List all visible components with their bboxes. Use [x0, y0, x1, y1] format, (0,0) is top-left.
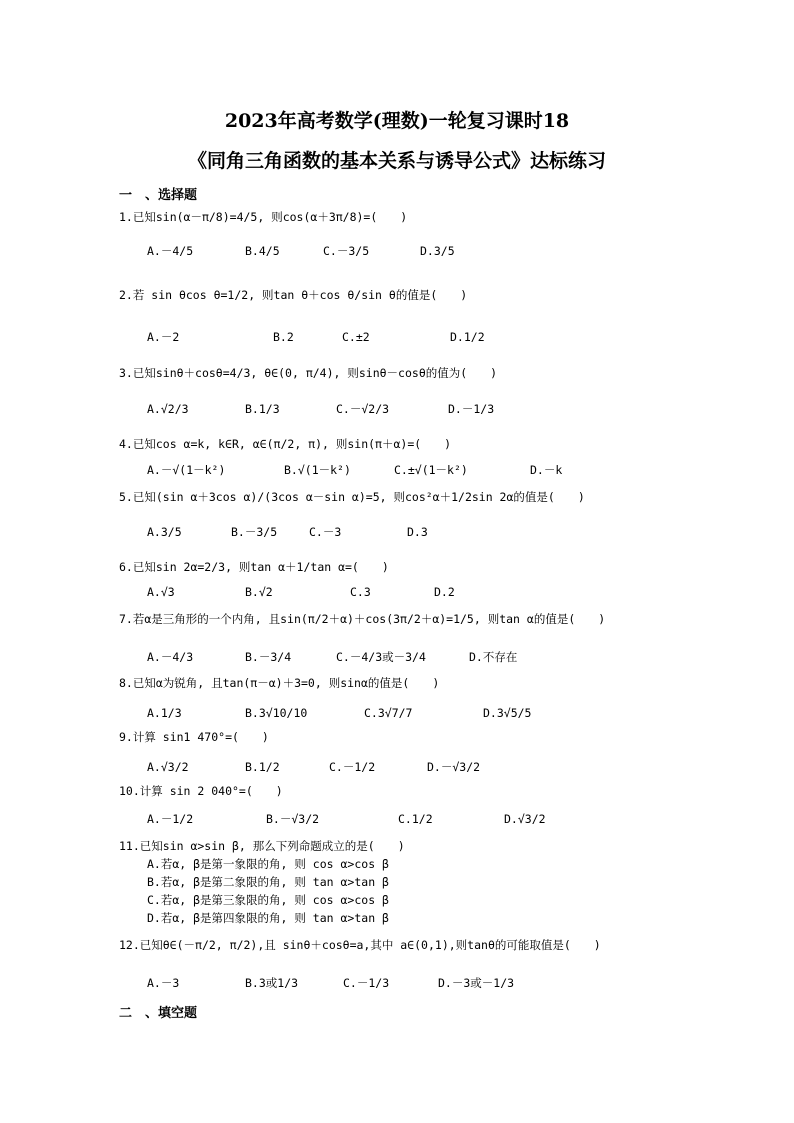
question-7-option-d: D.不存在 [469, 650, 518, 664]
question-12-stem: 12.已知θ∈(－π/2, π/2),且 sinθ＋cosθ=a,其中 a∈(0,1),则tanθ的可能取值是( ) [119, 938, 601, 952]
question-12-option-d: D.－3或－1/3 [438, 976, 515, 990]
question-7-option-c: C.－4/3或－3/4 [336, 650, 426, 664]
question-9-stem: 9.计算 sin1 470°=( ) [119, 730, 269, 744]
question-6-option-d: D.2 [434, 585, 455, 599]
doc-title-line1: 2023年高考数学(理数)一轮复习课时18 [224, 110, 570, 132]
question-8-option-a: A.1/3 [147, 706, 182, 720]
question-10-option-b: B.－√3/2 [266, 812, 320, 826]
question-6-stem: 6.已知sin 2α=2/3, 则tan α＋1/tan α=( ) [119, 560, 389, 574]
question-1-stem: 1.已知sin(α－π/8)=4/5, 则cos(α＋3π/8)=( ) [119, 210, 408, 224]
question-9-option-d: D.－√3/2 [427, 760, 481, 774]
question-10-option-d: D.√3/2 [504, 812, 546, 826]
question-4-option-c: C.±√(1－k²) [394, 463, 468, 477]
question-3-option-c: C.－√2/3 [336, 402, 390, 416]
question-6-option-a: A.√3 [147, 585, 175, 599]
question-9-option-c: C.－1/2 [329, 760, 376, 774]
question-11-option-c: C.若α, β是第三象限的角, 则 cos α>cos β [147, 893, 389, 907]
question-9-option-b: B.1/2 [245, 760, 280, 774]
question-1-option-d: D.3/5 [420, 244, 455, 258]
question-3-option-b: B.1/3 [245, 402, 280, 416]
question-7-stem: 7.若α是三角形的一个内角, 且sin(π/2＋α)＋cos(3π/2＋α)=1/5, 则tan α的值是( ) [119, 612, 606, 626]
question-5-option-b: B.－3/5 [231, 525, 278, 539]
question-8-option-b: B.3√10/10 [245, 706, 308, 720]
question-2-option-d: D.1/2 [450, 330, 485, 344]
question-4-option-d: D.－k [530, 463, 563, 477]
question-10-stem: 10.计算 sin 2 040°=( ) [119, 784, 283, 798]
question-7-option-b: B.－3/4 [245, 650, 292, 664]
question-11-option-d: D.若α, β是第四象限的角, 则 tan α>tan β [147, 911, 389, 925]
question-5-stem: 5.已知(sin α＋3cos α)/(3cos α－sin α)=5, 则cos²α＋1/2sin 2α的值是( ) [119, 490, 585, 504]
question-4-option-b: B.√(1－k²) [284, 463, 351, 477]
doc-title-line2: 《同角三角函数的基本关系与诱导公式》达标练习 [187, 150, 606, 172]
question-5-option-c: C.－3 [309, 525, 342, 539]
question-4-option-a: A.－√(1－k²) [147, 463, 226, 477]
question-12-option-b: B.3或1/3 [245, 976, 299, 990]
question-6-option-b: B.√2 [245, 585, 273, 599]
question-2-option-c: C.±2 [342, 330, 370, 344]
question-2-stem: 2.若 sin θcos θ=1/2, 则tan θ＋cos θ/sin θ的值是( ) [119, 288, 468, 302]
question-8-option-d: D.3√5/5 [483, 706, 532, 720]
question-1-option-b: B.4/5 [245, 244, 280, 258]
section-heading-fill: 二 、填空题 [119, 1006, 198, 1021]
question-4-stem: 4.已知cos α=k, k∈R, α∈(π/2, π), 则sin(π＋α)=( ) [119, 437, 452, 451]
question-1-option-c: C.－3/5 [323, 244, 370, 258]
question-10-option-a: A.－1/2 [147, 812, 194, 826]
question-5-option-d: D.3 [407, 525, 428, 539]
question-12-option-c: C.－1/3 [343, 976, 390, 990]
question-8-option-c: C.3√7/7 [364, 706, 413, 720]
question-11-option-a: A.若α, β是第一象限的角, 则 cos α>cos β [147, 857, 389, 871]
question-3-option-a: A.√2/3 [147, 402, 189, 416]
question-3-stem: 3.已知sinθ＋cosθ=4/3, θ∈(0, π/4), 则sinθ－cosθ的值为( ) [119, 366, 498, 380]
question-9-option-a: A.√3/2 [147, 760, 189, 774]
question-8-stem: 8.已知α为锐角, 且tan(π－α)＋3=0, 则sinα的值是( ) [119, 676, 440, 690]
question-11-option-b: B.若α, β是第二象限的角, 则 tan α>tan β [147, 875, 389, 889]
question-10-option-c: C.1/2 [398, 812, 433, 826]
question-2-option-b: B.2 [273, 330, 294, 344]
question-2-option-a: A.－2 [147, 330, 180, 344]
question-7-option-a: A.－4/3 [147, 650, 194, 664]
question-11-stem: 11.已知sin α>sin β, 那么下列命题成立的是( ) [119, 839, 405, 853]
section-heading-choice: 一 、选择题 [119, 188, 198, 203]
question-5-option-a: A.3/5 [147, 525, 182, 539]
question-3-option-d: D.－1/3 [448, 402, 495, 416]
question-1-option-a: A.－4/5 [147, 244, 194, 258]
question-12-option-a: A.－3 [147, 976, 180, 990]
question-6-option-c: C.3 [350, 585, 371, 599]
